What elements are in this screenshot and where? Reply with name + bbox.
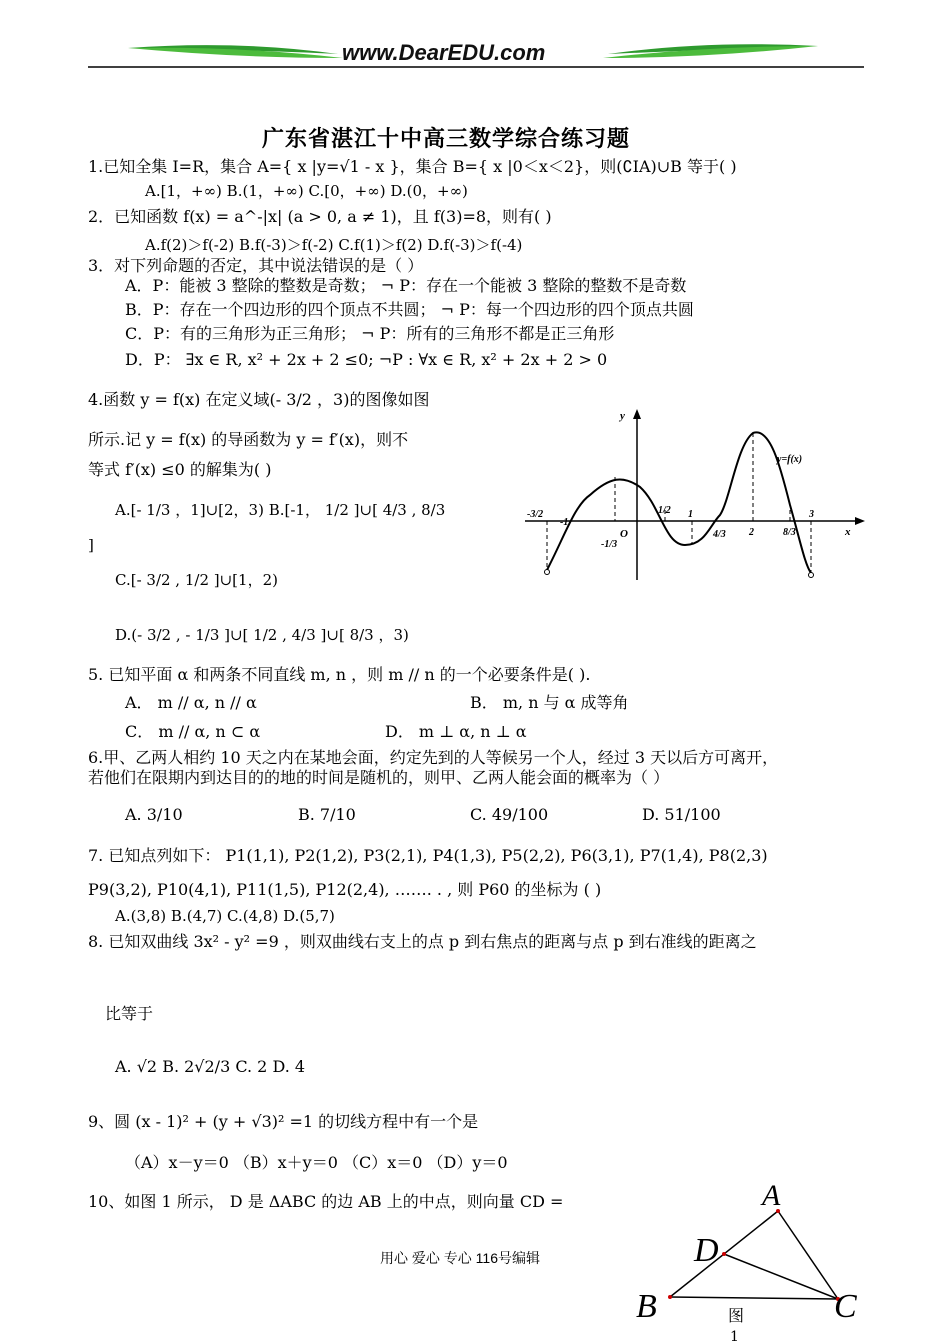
point-b: [668, 1295, 672, 1299]
site-logo[interactable]: www.DearEDU.com: [342, 40, 546, 65]
q1-stem: 1.已知全集 I=R，集合 A={ x |y=√1 - x }，集合 B={ x |0＜x＜2}，则(∁IA)∪B 等于( ): [88, 157, 737, 176]
origin-label: O: [620, 528, 628, 540]
q7-options: A.(3,8) B.(4,7) C.(4,8) D.(5,7): [115, 907, 335, 925]
label-a: A: [762, 1179, 781, 1212]
label-c: C: [834, 1288, 857, 1325]
q6-option-c: C. 49/100: [470, 805, 549, 824]
side-bc: [670, 1297, 838, 1299]
x-axis-label: x: [845, 526, 851, 538]
figure-caption-number: 1: [730, 1329, 739, 1342]
triangle-figure: [630, 1175, 910, 1342]
q9-stem: 9、圆 (x - 1)² + (y + √3)² =1 的切线方程中有一个是: [88, 1112, 479, 1131]
q8-stem: 8. 已知双曲线 3x² - y² =9 ，则双曲线右支上的点 p 到右焦点的距离与点 p 到右准线的距离之: [88, 932, 757, 951]
q3-option-a: A．P：能被 3 整除的整数是奇数； ¬ P：存在一个能被 3 整除的整数不是奇数: [125, 276, 687, 295]
q4-option-c: C.[- 3/2 , 1/2 ]∪[1，2): [115, 571, 278, 589]
q2-options: A.f(2)＞f(-2) B.f(-3)＞f(-2) C.f(1)＞f(2) D.f(-3)＞f(-4): [145, 236, 523, 254]
point-d: [722, 1252, 726, 1256]
tick-2: 2: [749, 527, 754, 538]
side-ac: [778, 1211, 838, 1299]
tick-1-2: 1/2: [658, 505, 671, 516]
function-graph: [515, 405, 867, 585]
function-curve: [547, 432, 811, 573]
q3-stem: 3．对下列命题的否定，其中说法错误的是（ ）: [88, 256, 424, 275]
tick-3: 3: [809, 509, 814, 520]
q5-option-a: A． m // α, n // α: [125, 693, 257, 712]
curve-label: y=f(x): [777, 454, 803, 465]
q5-option-c: C． m // α, n ⊂ α: [125, 722, 261, 741]
x-axis-arrow: [855, 517, 865, 525]
q7-stem-2: P9(3,2), P10(4,1), P11(1,5), P12(2,4), ……. . , 则 P60 的坐标为 ( ): [88, 880, 602, 899]
q1-options: A.[1，+∞) B.(1，+∞) C.[0，+∞) D.(0，+∞): [145, 182, 468, 200]
q4-options-ab: A.[- 1/3 ，1]∪[2，3) B.[-1， 1/2 ]∪[ 4/3 , 8/3: [115, 501, 446, 519]
q3-option-d: D．P： ∃x ∈ R, x² + 2x + 2 ≤0; ¬P : ∀x ∈ R, x² + 2x + 2 > 0: [125, 350, 608, 369]
q6-stem-2: 若他们在限期内到达目的的地的时间是随机的，则甲、乙两人能会面的概率为（ ）: [88, 768, 670, 787]
q3-option-c: C．P：有的三角形为正三角形； ¬ P：所有的三角形不都是正三角形: [125, 324, 615, 343]
q5-stem: 5. 已知平面 α 和两条不同直线 m, n ，则 m // n 的一个必要条件是( ).: [88, 665, 591, 684]
q5-option-d: D． m ⊥ α, n ⊥ α: [385, 722, 527, 741]
q4-option-b-tail: ]: [88, 536, 94, 554]
q4-stem-2: 所示.记 y = f(x) 的导函数为 y = f′(x)，则不: [88, 430, 409, 449]
tick-4-3: 4/3: [713, 529, 726, 540]
q6-option-a: A. 3/10: [125, 805, 183, 824]
tick-neg-3-2: -3/2: [527, 509, 544, 520]
tick-8-3: 8/3: [783, 527, 796, 538]
q4-stem-3: 等式 f′(x) ≤0 的解集为( ): [88, 460, 272, 479]
q7-stem-1: 7. 已知点列如下： P1(1,1), P2(1,2), P3(2,1), P4(1,3), P5(2,2), P6(3,1), P7(1,4), P8(2,3): [88, 846, 768, 865]
page-title: 广东省湛江十中高三数学综合练习题: [262, 126, 631, 152]
q8-options: A. √2 B. 2√2/3 C. 2 D. 4: [115, 1057, 306, 1076]
label-b: B: [636, 1288, 657, 1325]
q4-option-d: D.(- 3/2 , - 1/3 ]∪[ 1/2 , 4/3 ]∪[ 8/3 ，3): [115, 626, 409, 644]
q10-stem: 10、如图 1 所示， D 是 ΔABC 的边 AB 上的中点，则向量 CD =: [88, 1192, 564, 1211]
q5-option-b: B． m, n 与 α 成等角: [470, 693, 629, 712]
q8-stem-2: 比等于: [105, 1004, 154, 1023]
q9-options: （A）x－y＝0 （B）x＋y＝0 （C）x＝0 （D）y＝0: [125, 1153, 508, 1172]
median-cd: [724, 1254, 838, 1299]
q2-stem: 2．已知函数 f(x) = a^-|x| (a > 0, a ≠ 1)，且 f(3)=8，则有( ): [88, 207, 552, 226]
right-endpoint: [809, 573, 814, 578]
label-d: D: [694, 1232, 719, 1269]
y-axis-arrow: [633, 409, 641, 419]
q6-stem-1: 6.甲、乙两人相约 10 天之内在某地会面，约定先到的人等候另一个人，经过 3 天以后方可离开，: [88, 748, 779, 767]
page-footer: 用心 爱心 专心 116号编辑: [380, 1250, 540, 1266]
q6-option-b: B. 7/10: [298, 805, 356, 824]
tick-neg-1: -1: [560, 517, 569, 528]
tick-1: 1: [688, 509, 693, 520]
figure-caption: 图: [728, 1306, 745, 1325]
left-endpoint: [545, 570, 550, 575]
q3-option-b: B．P：存在一个四边形的四个顶点不共圆； ¬ P：每一个四边形的四个顶点共圆: [125, 300, 694, 319]
y-axis-label: y: [620, 410, 625, 422]
q4-stem-1: 4.函数 y = f(x) 在定义域(- 3/2 ，3)的图像如图: [88, 390, 430, 409]
tick-neg-1-3: -1/3: [601, 539, 618, 550]
q6-option-d: D. 51/100: [642, 805, 721, 824]
